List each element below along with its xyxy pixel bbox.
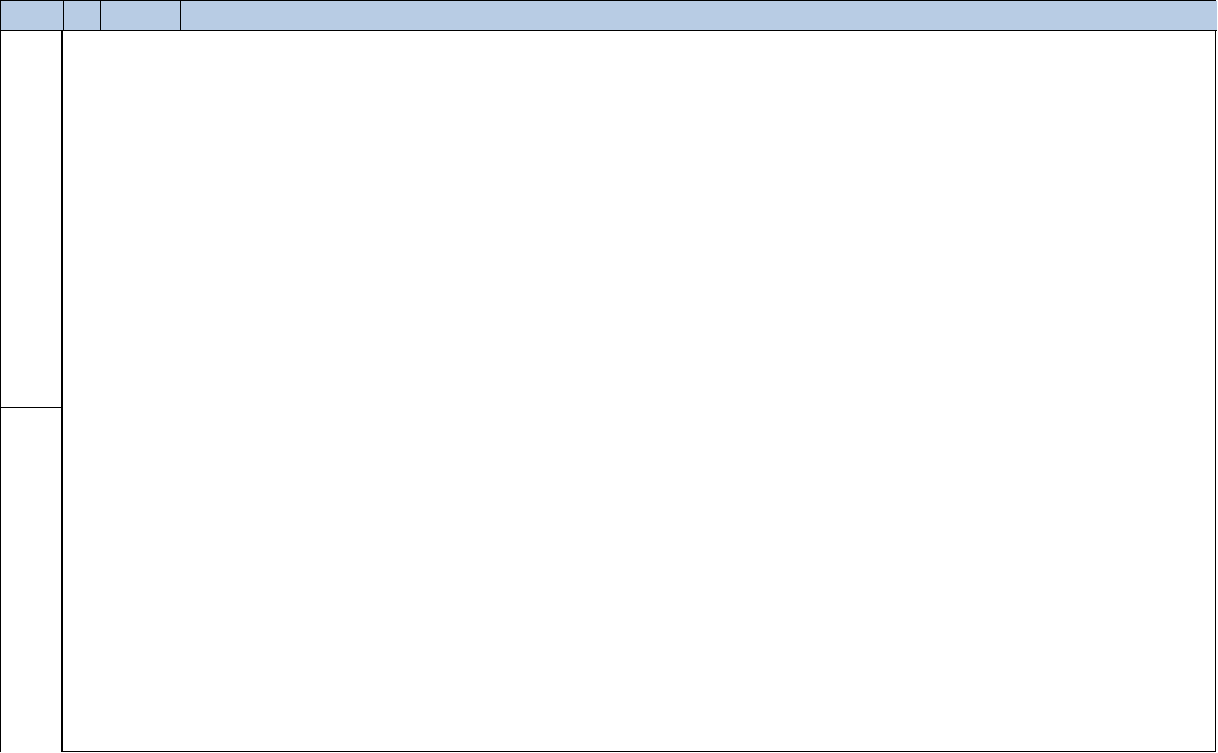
header-abstract [181,1,1217,30]
header-lato-sala [1,1,64,30]
header-nr [64,1,101,30]
header-tipo-ricerca [101,1,181,30]
side-lato-sinistro [1,408,63,752]
table-header [1,1,1217,31]
side-lato-destro [1,31,63,408]
